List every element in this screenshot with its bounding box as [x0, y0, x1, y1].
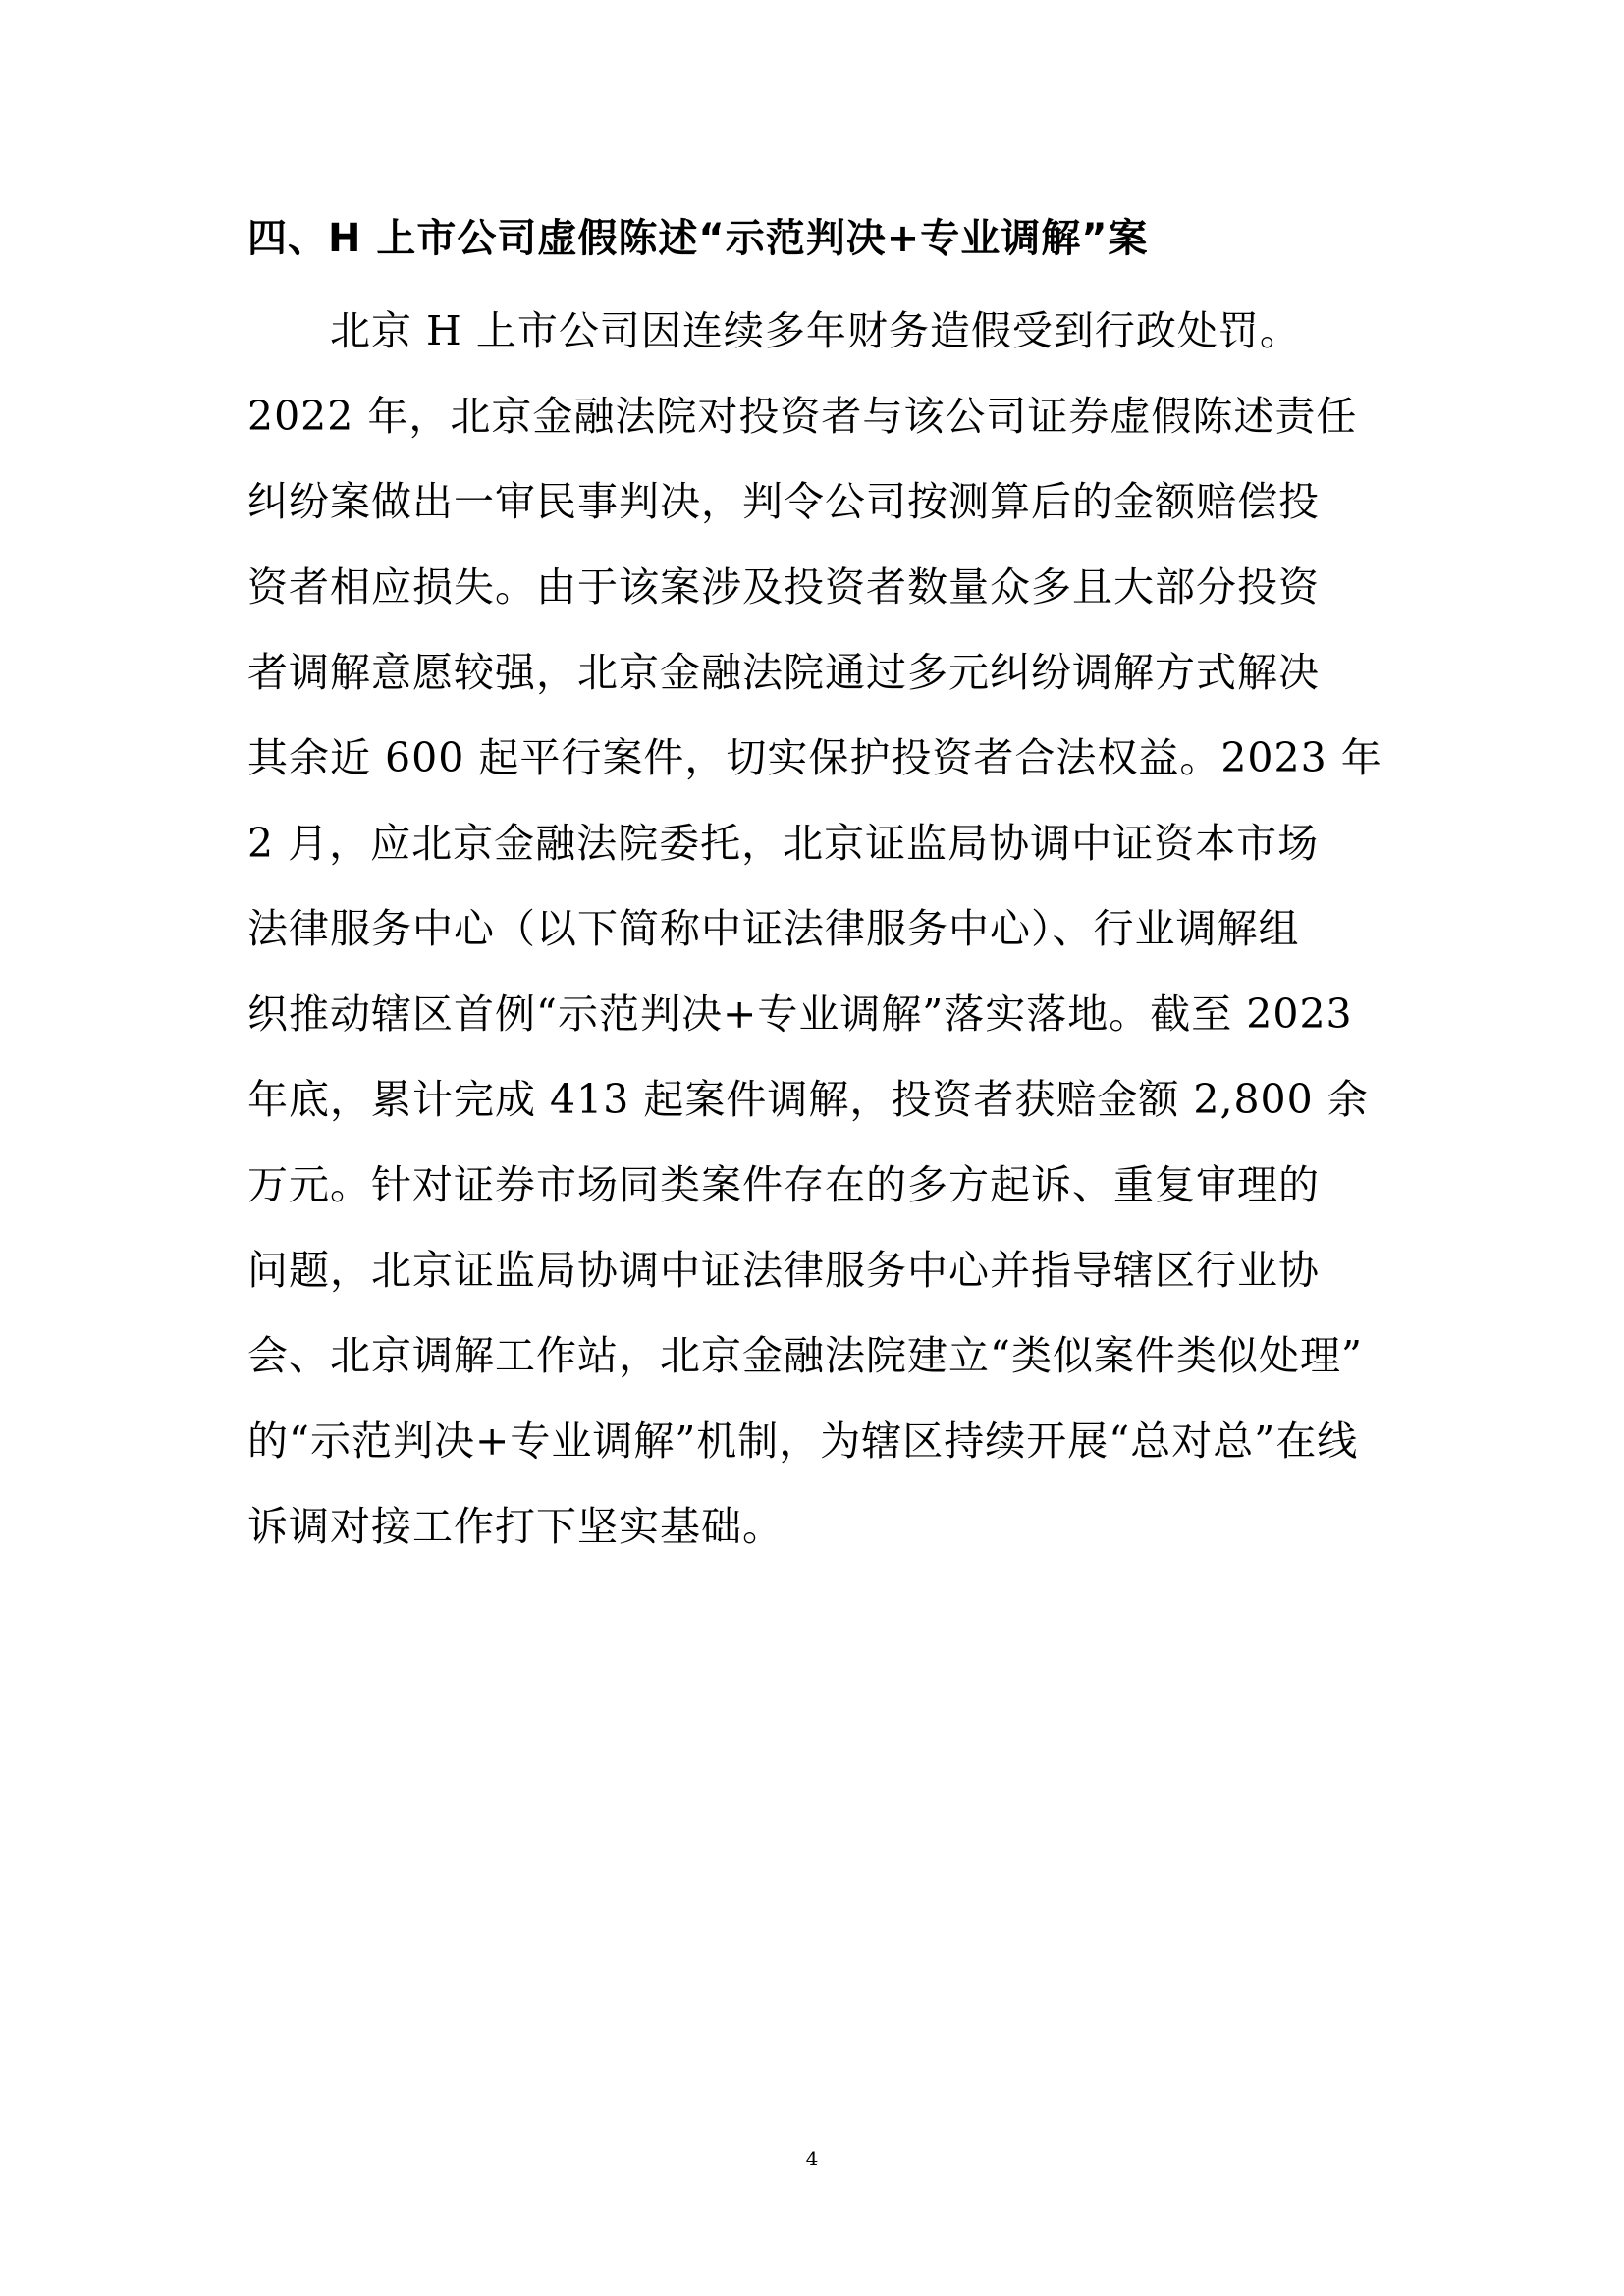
page-number: 4 [805, 2147, 819, 2170]
paragraph-line: 织推动辖区首例“示范判决+专业调解”落实落地。截至 2023 [247, 990, 1353, 1038]
paragraph-line: 的“示范判决+专业调解”机制，为辖区持续开展“总对总”在线 [247, 1417, 1359, 1465]
paragraph-line: 诉调对接工作打下坚实基础。 [247, 1503, 784, 1550]
section-heading: 四、H 上市公司虚假陈述“示范判决+专业调解”案 [247, 216, 1149, 261]
paragraph-line: 2 月，应北京金融法院委托，北京证监局协调中证资本市场 [247, 820, 1320, 867]
paragraph-line: 问题，北京证监局协调中证法律服务中心并指导辖区行业协 [247, 1247, 1320, 1294]
paragraph-line: 纠纷案做出一审民事判决，判令公司按测算后的金额赔偿投 [247, 478, 1320, 525]
paragraph-line: 会、北京调解工作站，北京金融法院建立“类似案件类似处理” [247, 1332, 1363, 1379]
body-paragraph [247, 289, 1386, 1570]
paragraph-line: 资者相应损失。由于该案涉及投资者数量众多且大部分投资 [247, 563, 1320, 611]
paragraph-line: 2022 年，北京金融法院对投资者与该公司证券虚假陈述责任 [247, 393, 1358, 440]
paragraph-line: 年底，累计完成 413 起案件调解，投资者获赔金额 2,800 余 [247, 1076, 1369, 1123]
paragraph-line: 万元。针对证券市场同类案件存在的多方起诉、重复审理的 [247, 1161, 1320, 1208]
paragraph-line: 者调解意愿较强，北京金融法院通过多元纠纷调解方式解决 [247, 649, 1320, 696]
paragraph-line: 其余近 600 起平行案件，切实保护投资者合法权益。2023 年 [247, 734, 1382, 781]
paragraph-line: 法律服务中心（以下简称中证法律服务中心）、行业调解组 [247, 905, 1300, 952]
paragraph-line: 北京 H 上市公司因连续多年财务造假受到行政处罚。 [330, 307, 1301, 354]
